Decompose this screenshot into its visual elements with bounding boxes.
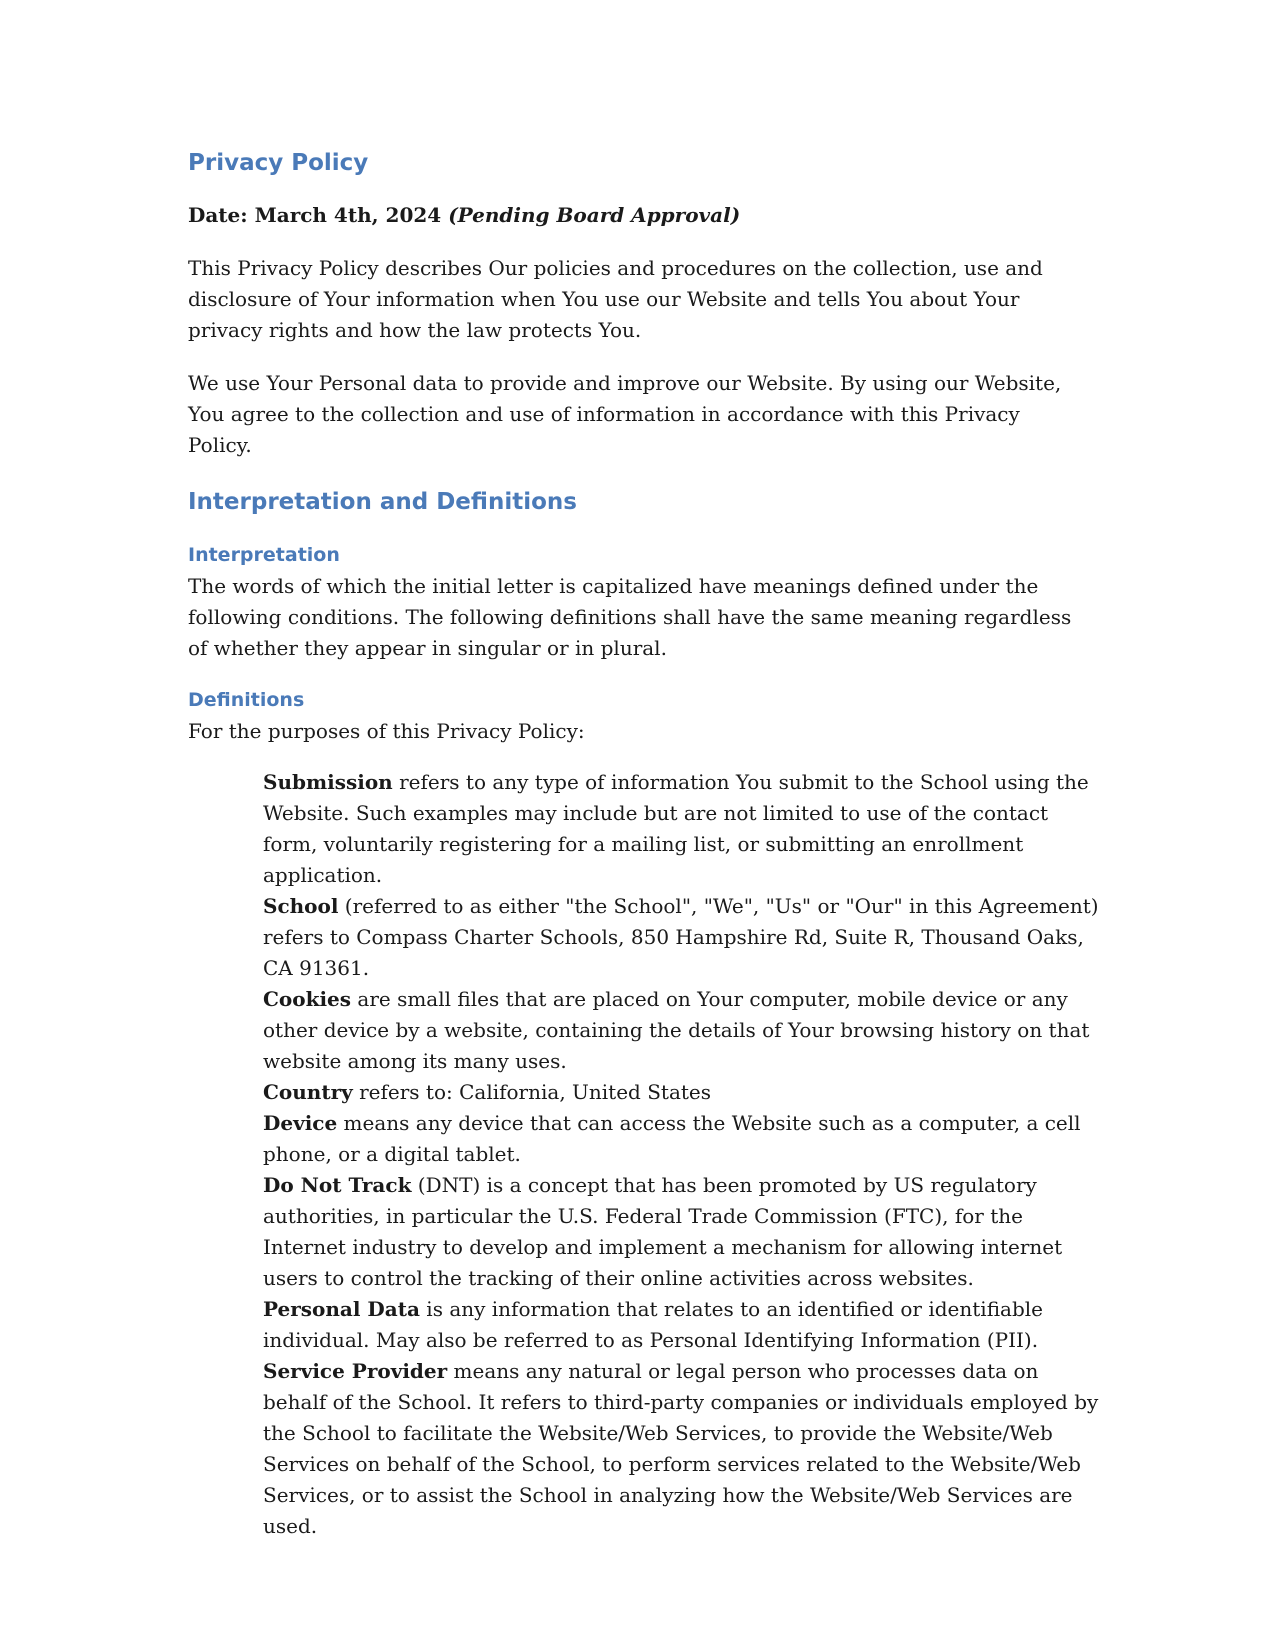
definition-item xyxy=(263,1170,1103,1294)
definition-item xyxy=(263,1077,1103,1108)
definition-term: Do Not Track xyxy=(263,1173,412,1197)
date-note: (Pending Board Approval) xyxy=(448,203,741,227)
definitions-list xyxy=(263,767,1103,1542)
definitions-lead: For the purposes of this Privacy Policy: xyxy=(188,719,585,743)
definition-item xyxy=(263,1294,1103,1356)
definition-term: Country xyxy=(263,1080,353,1104)
definition-text: (referred to as either "the School", "We", "Us" or "Our" in this Agreement) refers to Compass Charter Schools, 850 Hampshire Rd, Suite R, Thousand Oaks, CA 91361. xyxy=(263,894,1099,980)
definition-term: Cookies xyxy=(263,987,352,1011)
definition-text: means any device that can access the Website such as a computer, a cell phone, or a digital tablet. xyxy=(263,1111,1081,1166)
definition-text: refers to any type of information You submit to the School using the Website. Such examples may include but are not limited to use of the contact form, voluntarily registering for a mailing list, or submitting an enrollment application. xyxy=(263,770,1089,887)
definition-term: Submission xyxy=(263,770,393,794)
definition-item xyxy=(263,891,1103,984)
intro-paragraph-1: This Privacy Policy describes Our policies and procedures on the collection, use and disclosure of Your information when You use our Website and tells You about Your privacy rights and how the law protects You. xyxy=(188,256,1043,342)
intro-paragraph-2: We use Your Personal data to provide and improve our Website. By using our Website, You agree to the collection and use of information in accordance with this Privacy Policy. xyxy=(188,371,1062,457)
date-label: Date: March 4th, 2024 xyxy=(188,203,442,227)
definition-text: means any natural or legal person who processes data on behalf of the School. It refers to third-party companies or individuals employed by the School to facilitate the Website/Web Services, to provide the Website/Web Services on behalf of the School, to perform services related to the Website/Web Services, or to assist the School in analyzing how the Website/Web Services are used. xyxy=(263,1359,1099,1538)
page-title: Privacy Policy xyxy=(188,150,369,176)
policy-date xyxy=(188,200,1088,231)
definition-term: School xyxy=(263,894,339,918)
definition-text: are small files that are placed on Your computer, mobile device or any other device by a website, containing the details of Your browsing history on that website among its many uses. xyxy=(263,987,1090,1073)
definition-item xyxy=(263,1108,1103,1170)
definition-term: Service Provider xyxy=(263,1359,448,1383)
definition-text: refers to: California, United States xyxy=(352,1080,712,1104)
definition-term: Personal Data xyxy=(263,1297,420,1321)
definition-item xyxy=(263,1356,1103,1542)
interpretation-text: The words of which the initial letter is capitalized have meanings defined under the following conditions. The following definitions shall have the same meaning regardless of whether they appear in singular or in plural. xyxy=(188,574,1072,660)
definition-text: is any information that relates to an identified or identifiable individual. May also be referred to as Personal Identifying Information (PII). xyxy=(263,1297,1043,1352)
interpretation-heading: Interpretation xyxy=(188,544,340,566)
definition-term: Device xyxy=(263,1111,338,1135)
section-title: Interpretation and Definitions xyxy=(188,489,577,515)
definitions-heading: Definitions xyxy=(188,689,305,711)
definition-text: (DNT) is a concept that has been promoted by US regulatory authorities, in particular the U.S. Federal Trade Commission (FTC), for the Internet industry to develop and implement a mechanism for allowing internet users to control the tracking of their online activities across websites. xyxy=(263,1173,1063,1290)
document-page xyxy=(188,148,1099,1542)
definition-item xyxy=(263,984,1103,1077)
definition-item xyxy=(263,767,1103,891)
